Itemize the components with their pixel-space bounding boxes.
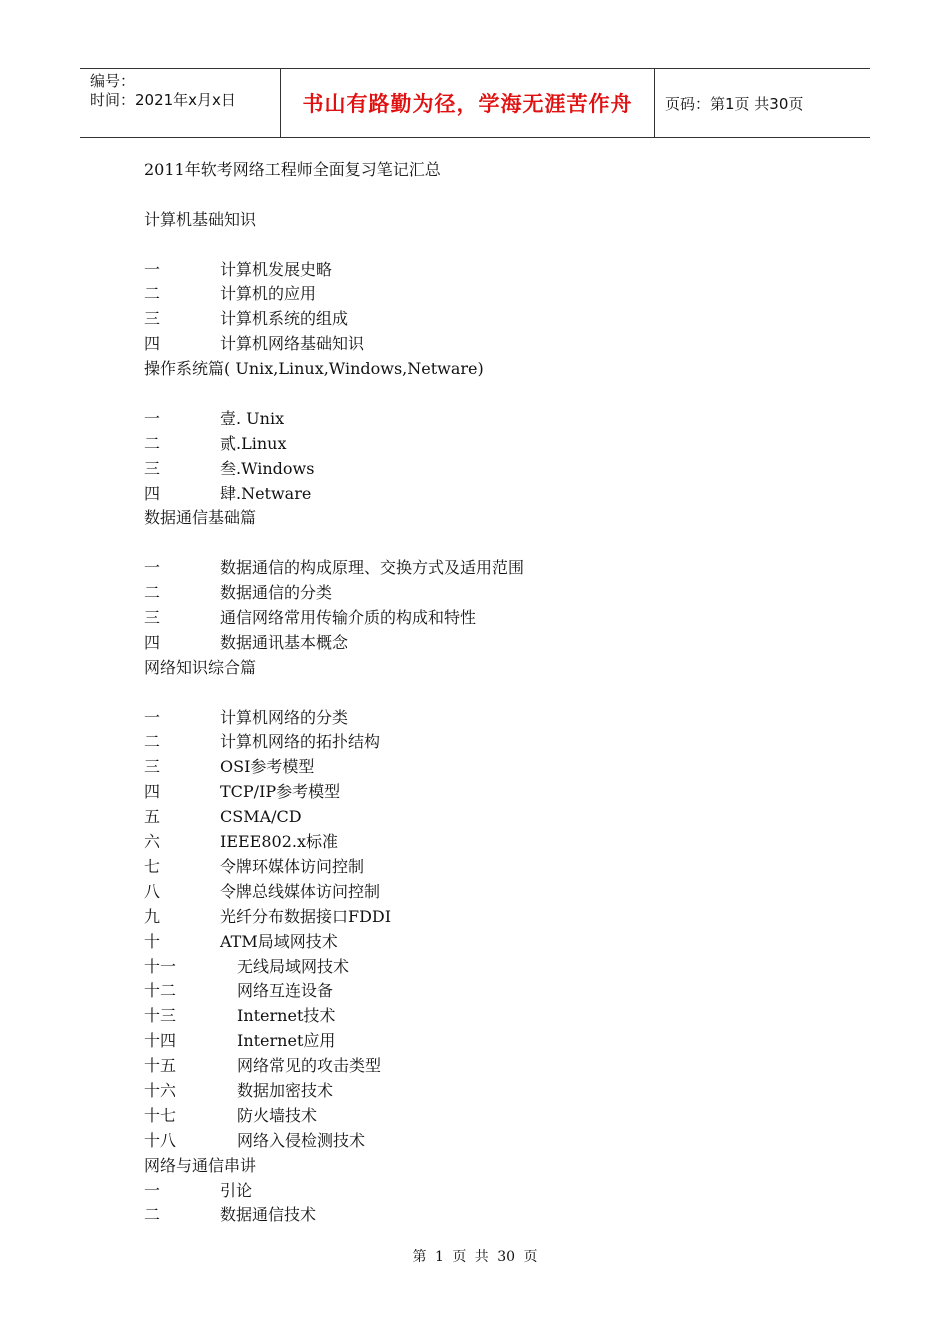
toc-item-number: 十五 (144, 1056, 177, 1076)
footer-gong: 共 (474, 1249, 489, 1265)
spacer (144, 681, 844, 706)
toc-item (144, 482, 844, 507)
toc-item-text: TCP/IP参考模型 (220, 782, 341, 802)
toc-item (144, 955, 844, 980)
toc-item (144, 1179, 844, 1204)
toc-section (144, 506, 844, 655)
toc-item-number: 四 (144, 782, 161, 802)
toc-item-number: 六 (144, 832, 161, 852)
toc-item-text: 贰.Linux (220, 433, 287, 453)
footer-di: 第 (412, 1249, 427, 1265)
document-title: 2011年软考网络工程师全面复习笔记汇总 (144, 160, 441, 179)
toc-item-text: 网络常见的攻击类型 (237, 1056, 382, 1076)
toc-item-number: 十四 (144, 1031, 177, 1051)
section-title: 计算机基础知识 (144, 209, 257, 229)
toc-item-text: 令牌环媒体访问控制 (220, 856, 365, 876)
toc-item-number: 七 (144, 856, 161, 876)
toc-item-number: 五 (144, 807, 161, 827)
toc-item-text: 数据通讯基本概念 (220, 632, 349, 652)
toc-item-number: 九 (144, 906, 161, 926)
toc-item (144, 730, 844, 755)
toc-item-text: 无线局域网技术 (237, 956, 350, 976)
toc-item-number: 十六 (144, 1080, 177, 1100)
toc-item-number: 十三 (144, 1006, 177, 1026)
toc-item (144, 780, 844, 805)
toc-item-number: 三 (144, 458, 161, 478)
toc-item-text: 数据加密技术 (237, 1080, 334, 1100)
number-label: 编号： (90, 72, 136, 90)
section-title: 数据通信基础篇 (144, 508, 257, 528)
toc-item-text: 叁.Windows (220, 458, 315, 478)
toc-item-number: 四 (144, 334, 161, 354)
toc-item-number: 一 (144, 558, 161, 578)
toc-item-number: 八 (144, 881, 161, 901)
toc-item-text: 令牌总线媒体访问控制 (220, 881, 381, 901)
toc-item-number: 三 (144, 608, 161, 628)
toc-item (144, 332, 844, 357)
toc-item-number: 十一 (144, 956, 177, 976)
toc-item-text: 计算机网络的拓扑结构 (220, 732, 381, 752)
toc-item-text: CSMA/CD (220, 807, 302, 827)
toc-item-number: 四 (144, 632, 161, 652)
toc-item-number: 十二 (144, 981, 177, 1001)
spacer (144, 382, 844, 407)
toc-item (144, 805, 844, 830)
footer-ye: 页 (523, 1249, 538, 1265)
toc-item (144, 979, 844, 1004)
footer-page-number: 1 (434, 1249, 444, 1265)
toc-item-number: 二 (144, 732, 161, 752)
header-page-info-cell (655, 69, 870, 137)
toc-item-text: 计算机发展史略 (220, 259, 333, 279)
toc-section (144, 208, 844, 357)
toc-item (144, 830, 844, 855)
toc-item-number: 二 (144, 284, 161, 304)
toc-item (144, 1129, 844, 1154)
toc-item (144, 1203, 844, 1228)
toc-item-number: 二 (144, 433, 161, 453)
toc-item (144, 1004, 844, 1029)
toc-item-number: 一 (144, 259, 161, 279)
spacer (144, 183, 844, 208)
toc-item (144, 631, 844, 656)
toc-item-number: 十 (144, 931, 161, 951)
document-body (144, 158, 844, 1228)
toc-item-text: OSI参考模型 (220, 757, 315, 777)
spacer (144, 233, 844, 258)
toc-item-text: Internet技术 (237, 1006, 336, 1026)
toc-item (144, 905, 844, 930)
toc-item-number: 十七 (144, 1105, 177, 1125)
toc-item-text: 数据通信技术 (220, 1205, 317, 1225)
page-info: 页码：第1页 共30页 (665, 94, 804, 113)
toc-item (144, 282, 844, 307)
toc-item (144, 556, 844, 581)
section-title: 网络知识综合篇 (144, 657, 257, 677)
toc-item (144, 307, 844, 332)
toc-item-text: 肆.Netware (220, 483, 312, 503)
toc-item-number: 一 (144, 1180, 161, 1200)
toc-item-number: 十八 (144, 1130, 177, 1150)
toc-item-text: 网络互连设备 (237, 981, 334, 1001)
toc-item-text: 光纤分布数据接口FDDI (220, 906, 392, 926)
toc-sections (144, 208, 844, 1229)
toc-item (144, 855, 844, 880)
toc-item-text: 数据通信的分类 (220, 583, 333, 603)
toc-item-number: 三 (144, 309, 161, 329)
toc-item-number: 三 (144, 757, 161, 777)
toc-item (144, 258, 844, 283)
toc-item (144, 706, 844, 731)
toc-section (144, 357, 844, 506)
toc-item (144, 1029, 844, 1054)
toc-item-text: 计算机的应用 (220, 284, 317, 304)
toc-item (144, 1079, 844, 1104)
header-motto-cell (281, 69, 655, 137)
motto: 书山有路勤为径，学海无涯苦作舟 (302, 92, 633, 116)
toc-item-number: 一 (144, 408, 161, 428)
footer-total-pages: 30 (497, 1249, 516, 1265)
toc-item-text: 网络入侵检测技术 (237, 1130, 366, 1150)
toc-item-text: ATM局域网技术 (220, 931, 338, 951)
toc-section (144, 656, 844, 1154)
toc-item-text: 数据通信的构成原理、交换方式及适用范围 (220, 558, 525, 578)
toc-item-number: 四 (144, 483, 161, 503)
toc-item-number: 二 (144, 583, 161, 603)
toc-item-text: 壹. Unix (220, 408, 285, 428)
toc-item-text: 引论 (220, 1180, 253, 1200)
toc-item-text: 计算机系统的组成 (220, 309, 349, 329)
section-title: 操作系统篇( Unix,Linux,Windows,Netware) (144, 359, 484, 379)
footer-ye: 页 (452, 1249, 467, 1265)
toc-item-number: 一 (144, 707, 161, 727)
toc-section (144, 1154, 844, 1229)
toc-item-text: 通信网络常用传输介质的构成和特性 (220, 608, 477, 628)
toc-item (144, 407, 844, 432)
toc-item (144, 432, 844, 457)
section-title: 网络与通信串讲 (144, 1155, 257, 1175)
toc-item-text: IEEE802.x标准 (220, 832, 339, 852)
toc-item-text: Internet应用 (237, 1031, 336, 1051)
header-meta (80, 69, 281, 137)
toc-item (144, 457, 844, 482)
toc-item-text: 计算机网络基础知识 (220, 334, 365, 354)
toc-item (144, 606, 844, 631)
toc-item (144, 1054, 844, 1079)
toc-item-text: 防火墙技术 (237, 1105, 318, 1125)
toc-item (144, 880, 844, 905)
toc-item (144, 930, 844, 955)
page-footer (0, 1246, 950, 1266)
toc-item (144, 755, 844, 780)
toc-item (144, 581, 844, 606)
toc-item (144, 1104, 844, 1129)
page-header (80, 68, 870, 138)
time-label: 时间：2021年x月x日 (90, 91, 236, 109)
spacer (144, 531, 844, 556)
toc-item-text: 计算机网络的分类 (220, 707, 349, 727)
toc-item-number: 二 (144, 1205, 161, 1225)
